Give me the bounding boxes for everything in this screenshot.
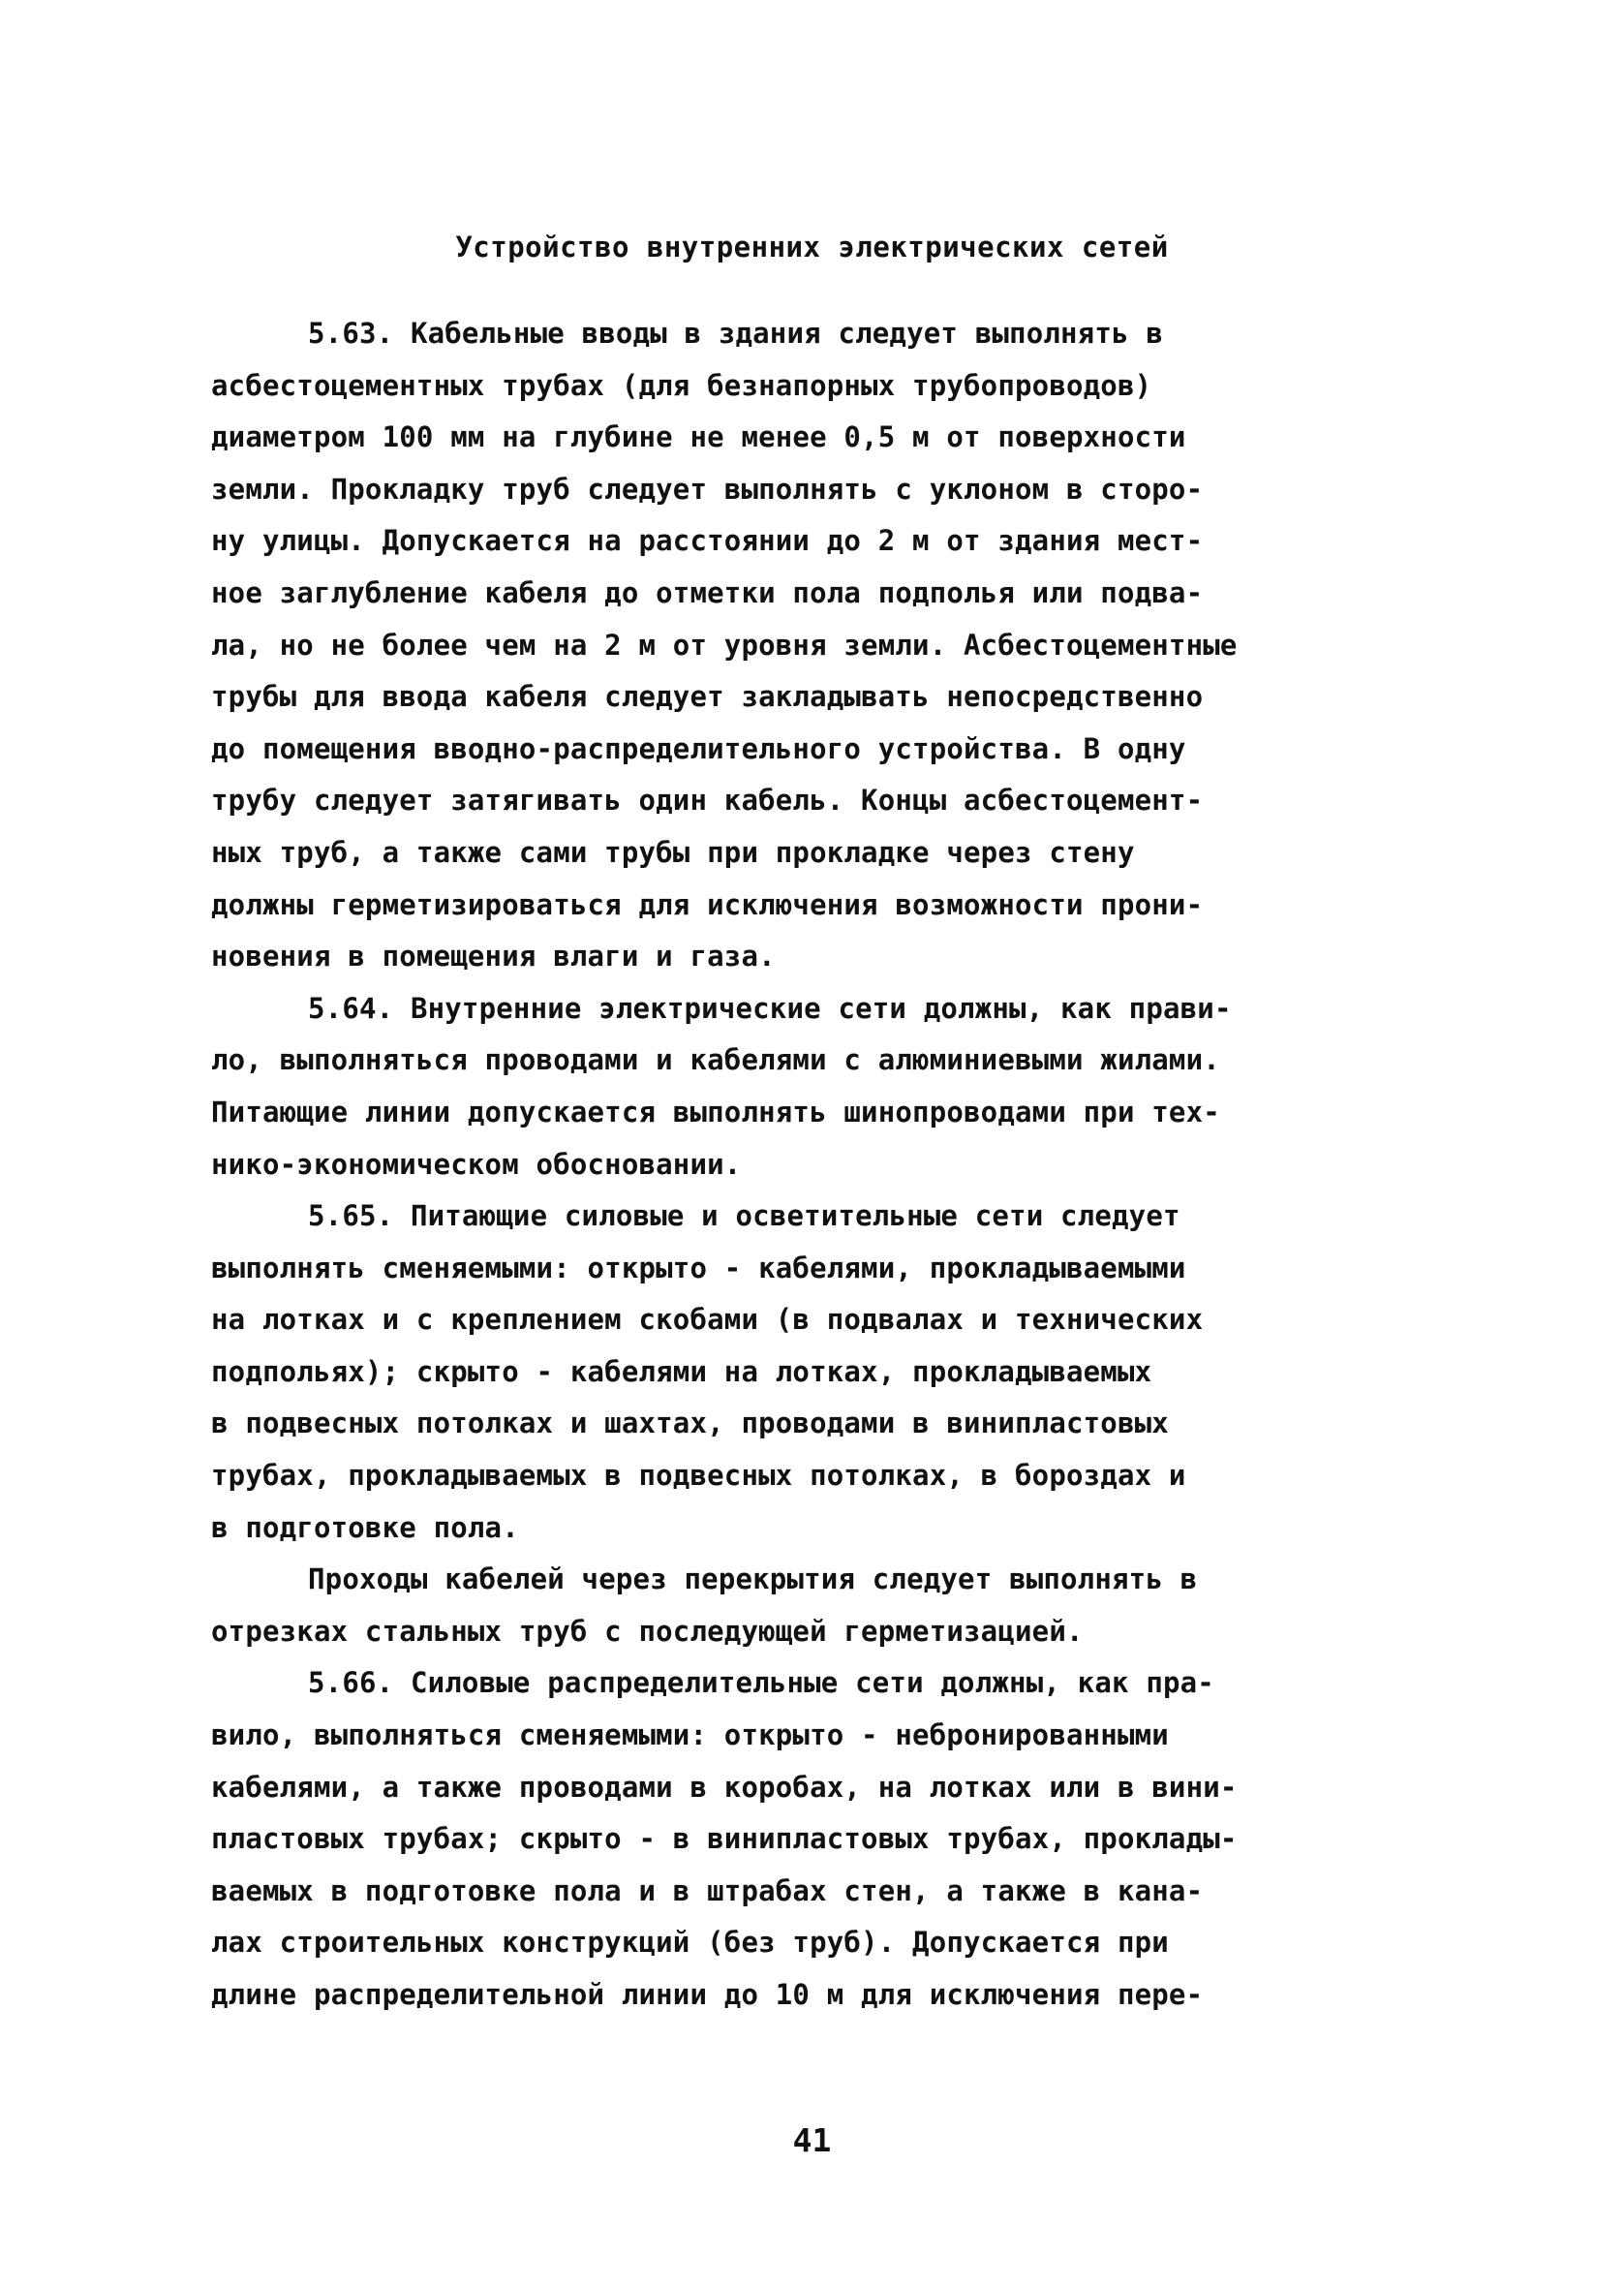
text-line: в подвесных потолках и шахтах, проводами в винипластовых [211, 1407, 1169, 1440]
text-line: пластовых трубах; скрыто - в винипластовых трубах, проклады- [211, 1822, 1238, 1856]
text-line: 5.66. Силовые распределительные сети должны, как пра- [308, 1666, 1214, 1700]
text-line: нико-экономическом обосновании. [211, 1147, 742, 1181]
text-line: ла, но не более чем на 2 м от уровня земли. Асбестоцементные [211, 628, 1238, 662]
text-line: диаметром 100 мм на глубине не менее 0,5 м от поверхности [211, 420, 1186, 454]
text-line: 5.63. Кабельные вводы в здания следует выполнять в [308, 317, 1163, 350]
text-line: ных труб, а также сами трубы при прокладке через стену [211, 835, 1135, 869]
text-line: длине распределительной линии до 10 м для исключения пере- [211, 1978, 1204, 2011]
text-line: новения в помещения влаги и газа. [211, 940, 776, 974]
text-line: Питающие линии допускается выполнять шинопроводами при тех- [211, 1095, 1220, 1129]
text-line: вило, выполняться сменяемыми: открыто - небронированными [211, 1718, 1169, 1752]
text-line: до помещения вводно-распределительного устройства. В одну [211, 731, 1186, 765]
text-line: 5.64. Внутренние электрические сети должны, как прави- [308, 991, 1232, 1025]
text-line: асбестоцементных трубах (для безнапорных трубопроводов) [211, 368, 1152, 402]
text-line: выполнять сменяемыми: открыто - кабелями, прокладываемыми [211, 1251, 1186, 1284]
text-line: ло, выполняться проводами и кабелями с алюминиевыми жилами. [211, 1043, 1220, 1077]
text-line: ну улицы. Допускается на расстоянии до 2 м от здания мест- [211, 524, 1204, 558]
text-line: Проходы кабелей через перекрытия следует выполнять в [308, 1562, 1198, 1596]
text-line: на лотках и с креплением скобами (в подвалах и технических [211, 1303, 1204, 1337]
page-number: 41 [792, 2121, 832, 2159]
text-line: трубу следует затягивать один кабель. Концы асбестоцемент- [211, 784, 1204, 818]
section-title: Устройство внутренних электрических сетей [455, 231, 1169, 263]
text-line: 5.65. Питающие силовые и осветительные сети следует [308, 1199, 1180, 1233]
text-line: должны герметизироваться для исключения возможности прони- [211, 887, 1204, 921]
text-line: кабелями, а также проводами в коробах, на лотках или в вини- [211, 1770, 1238, 1804]
text-line: ное заглубление кабеля до отметки пола подполья или подва- [211, 575, 1204, 609]
text-line: трубы для ввода кабеля следует закладывать непосредственно [211, 680, 1204, 714]
body-text [211, 308, 1470, 2022]
text-line: земли. Прокладку труб следует выполнять с уклоном в сторо- [211, 472, 1204, 506]
text-line: в подготовке пола. [211, 1510, 519, 1544]
text-line: подпольях); скрыто - кабелями на лотках, прокладываемых [211, 1354, 1152, 1388]
text-line: отрезках стальных труб с последующей герметизацией. [211, 1614, 1084, 1648]
text-line: трубах, прокладываемых в подвесных потолках, в бороздах и [211, 1459, 1186, 1493]
text-line: ваемых в подготовке пола и в штрабах стен, а также в кана- [211, 1873, 1204, 1907]
text-line: лах строительных конструкций (без труб). Допускается при [211, 1926, 1169, 1960]
